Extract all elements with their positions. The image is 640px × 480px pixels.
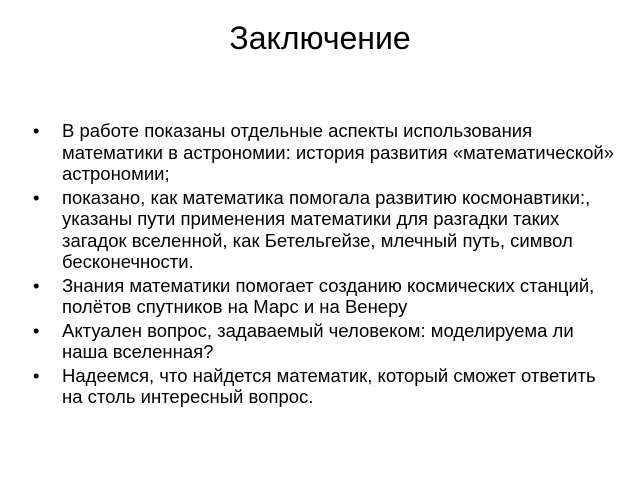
- slide-title: Заключение: [229, 20, 411, 56]
- bullet-dot-icon: •: [33, 120, 40, 141]
- bullet-text: Надеемся, что найдется математик, который сможет ответить на столь интересный вопрос.: [62, 364, 596, 407]
- bullet-dot-icon: •: [33, 364, 40, 386]
- bullet-list: [30, 120, 620, 410]
- bullet-text: В работе показаны отдельные аспекты использования математики в астрономии: история развития «математической» астрономии;: [62, 120, 615, 184]
- bullet-item: [30, 365, 620, 408]
- bullet-item: [30, 187, 620, 273]
- bullet-text: Актуален вопрос, задаваемый человеком: моделируема ли наша вселенная?: [62, 319, 574, 362]
- bullet-dot-icon: •: [33, 186, 40, 208]
- bullet-item: [30, 275, 620, 318]
- bullet-item: [30, 120, 620, 185]
- bullet-dot-icon: •: [33, 274, 40, 296]
- bullet-text: показано, как математика помогала развитию космонавтики:, указаны пути применения математики для разгадки таких загадок вселенной, как Бетельгейзе, млечный путь, символ бесконечности.: [62, 186, 591, 272]
- bullet-dot-icon: •: [33, 319, 40, 341]
- bullet-item: [30, 320, 620, 363]
- bullet-text: Знания математики помогает созданию космических станций, полётов спутников на Марс и на Венеру: [62, 274, 595, 317]
